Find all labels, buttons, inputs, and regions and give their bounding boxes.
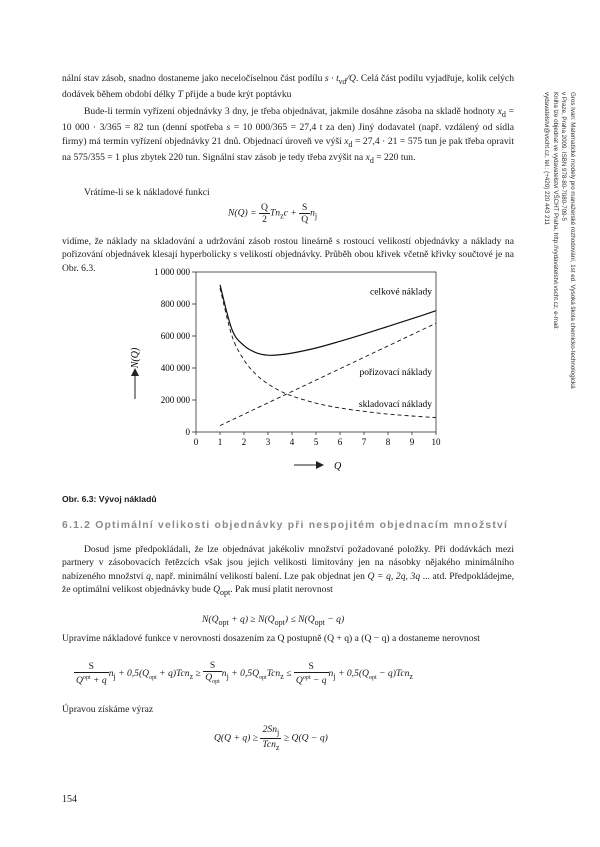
x-tick-label: 7 [361, 437, 367, 447]
x-tick-label: 0 [193, 437, 199, 447]
cost-chart [100, 264, 460, 486]
x-axis-label: Q [334, 461, 342, 472]
y-axis-label: N(Q) [130, 347, 141, 369]
y-tick-label: 800 000 [160, 299, 190, 309]
series-label: celkové náklady [370, 287, 432, 298]
y-tick-label: 200 000 [160, 395, 190, 405]
x-tick-label: 1 [217, 437, 223, 447]
side-note-line-2: Kniha lze objednat ve vydavatelství VŠCHT Praha, http://vydavatelstvi.vscht.cz, e-mail: vydavatelstvi@vscht.cz, tel.: (+420) 220 443 211 [543, 92, 559, 330]
paragraph-result: Úpravou získáme výraz [62, 704, 154, 715]
y-tick-label: 400 000 [160, 363, 190, 373]
x-tick-label: 8 [385, 437, 391, 447]
x-tick-label: 6 [337, 437, 343, 447]
paragraph-discrete-quantities: Dosud jsme předpokládali, že lze objednávat jakékoliv množství požadované položky. Při dodávkách mezi partnery v zásobovacích řetězcích však jsou jejich velikosti limitovány jen na násobky nějakého minimálního nabízeného množství q, např. minimální velikostí balení. Lze pak objednat jen Q = q, 2q, 3q ... atd. Předpokládejme, že optimální velikost objednávky bude $Q_{opt}$. Pak musí platit nerovnost [62, 544, 515, 597]
x-tick-label: 4 [289, 437, 295, 447]
paragraph-cost-description: vidíme, že náklady na skladování a udržování zásob rostou lineárně s rostoucí velikostí objednávky a náklady na pořizování objednávek klesají hyperbolicky s velikostí objednávky. Průběh obou křivek včetně křivky součtové je na Obr. 6.3. [62, 236, 514, 274]
y-tick-label: 600 000 [160, 331, 190, 341]
equation-final: Q(Q + q) ≥ $\frac{2Sn_j}{Tcn_z}$ ≥ Q(Q − q) [214, 724, 328, 752]
paragraph-substitution: Upravíme nákladové funkce v nerovnosti dosazením za Q postupně (Q + q) a (Q − q) a dostaneme nerovnost [62, 633, 480, 644]
side-copyright-note [543, 92, 576, 392]
x-tick-label: 5 [313, 437, 319, 447]
series-label: pořizovací náklady [359, 368, 432, 379]
equation-cost-function: N(Q) = $\frac{Q}{2}$ $Tn_zc$ + $\frac{S}{Q}$ $n_j$ [228, 202, 318, 225]
x-tick-label: 3 [265, 437, 271, 447]
y-tick-label: 0 [185, 427, 190, 437]
x-axis-arrow-head [316, 461, 324, 469]
x-tick-label: 10 [431, 437, 441, 447]
x-tick-label: 9 [409, 437, 415, 447]
section-heading: 6.1.2 Optimální velikosti objednávky při nespojitém objednacím množství [62, 520, 509, 531]
equation-inequality: $N(Q_{opt} + q) \ge N(Q_{opt}) \le N(Q_{opt} - q)$ [202, 614, 345, 627]
figure-caption: Obr. 6.3: Vývoj nákladů [62, 494, 157, 504]
paragraph-return: Vrátíme-li se k nákladové funkci [84, 187, 210, 198]
paragraph-order-example: Bude-li termín vyřízení objednávky 3 dny, je třeba objednávat, jakmile dosáhne zásoba na skladě hodnoty $x_d = 10$ 000 · 3/365 = 82 tun (denní spotřeba s = 10 000/365 = 27,4 t za den) Jiný dodavatel (např. vzdálený od sídla firmy) má termín vyřízení objednávky 21 dnů. Objednací úroveň ve výši $x_d = 27,4 \cdot 21 = 575$ tun je pak třeba opravit na 575/355 = 1 plus zbytek 220 tun. Signální stav zásob je tedy třeba zvýšit na $x_d = 220$ tun. [62, 106, 515, 165]
x-tick-label: 2 [241, 437, 247, 447]
equation-expanded-inequality: $\frac{S}{Q^{opt} + q}$ $n_j + 0,5(Q_{opt} + q)Tcn_z$ ≥ $\frac{S}{Q_{opt}}$ $n_j + 0,5Q_{opt}Tcn_z$ ≤ $\frac{S}{Q^{opt} - q}$ $n_j + 0,5(Q_{opt} - q)Tcn_z$ [76, 660, 413, 687]
series-line-1 [220, 288, 436, 418]
page-number: 154 [62, 794, 77, 805]
y-tick-label: 1 000 000 [154, 267, 190, 277]
series-label: skladovací náklady [358, 400, 432, 411]
paragraph-intro: nální stav zásob, snadno dostaneme jako neceločíselnou část podílu $s \cdot t_{vd}/Q$. Celá část podílu vyjadřuje, kolik celých dodávek během období délky T přijde a bude krýt poptávku [62, 73, 514, 101]
side-note-line-1: Gros Ivan: Matematické modely pro manažerské rozhodování, 1st ed. Vysoká škola chemicko-technologická v Praze, Praha 2009. ISBN 978-80-7080-709-5 [560, 92, 576, 389]
